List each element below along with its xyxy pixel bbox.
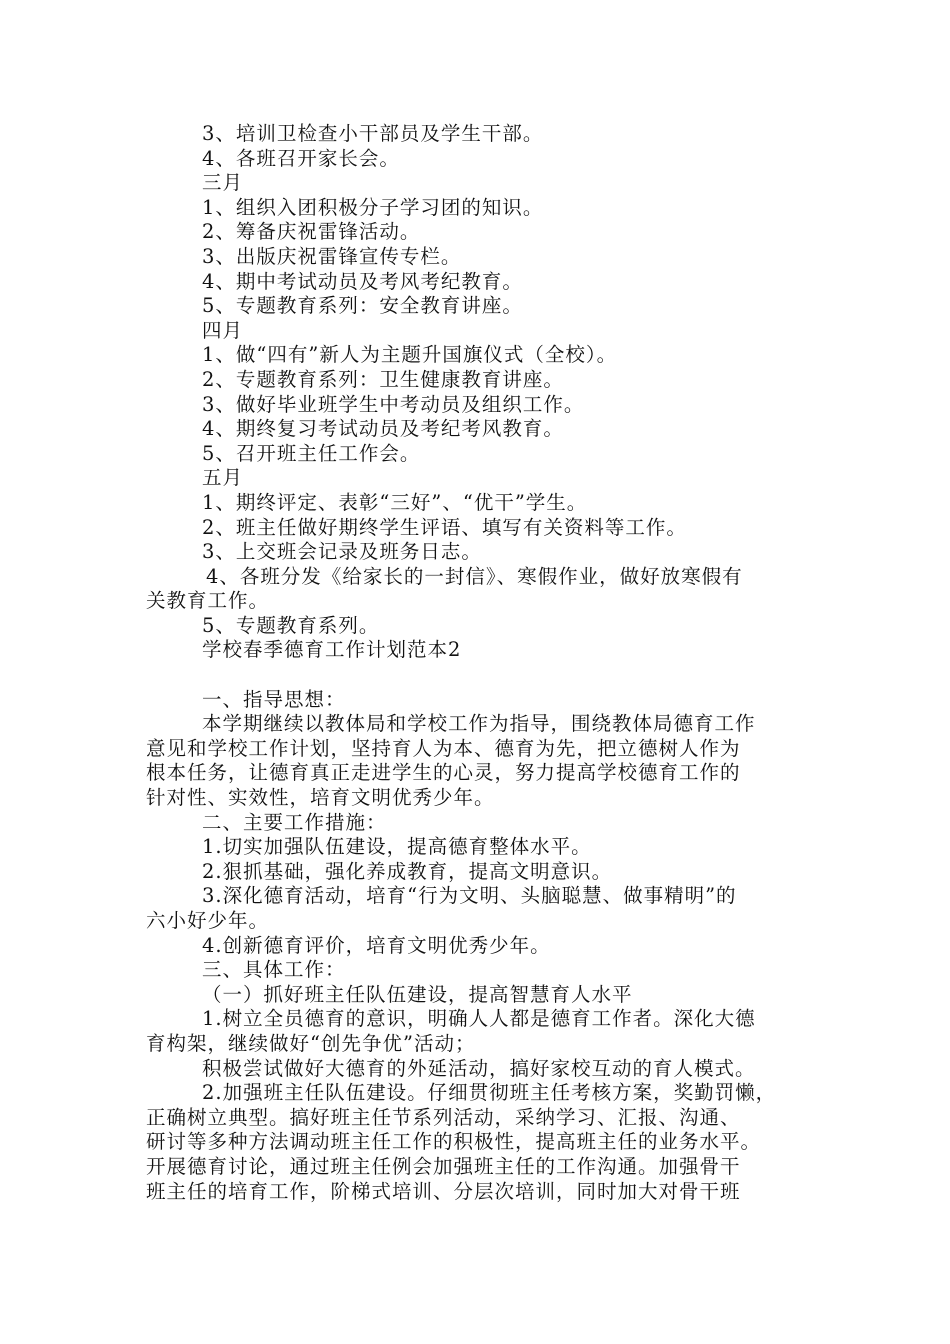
section-heading-april: 四月 <box>202 318 244 342</box>
text-line: 针对性、实效性，培育文明优秀少年。 <box>146 786 495 810</box>
text-line: 5、专题教育系列：安全教育讲座。 <box>202 294 523 318</box>
text-line: 4、期终复习考试动员及考纪考风教育。 <box>202 417 564 441</box>
text-line: 2、班主任做好期终学生评语、填写有关资料等工作。 <box>202 515 687 539</box>
text-line: 1.树立全员德育的意识，明确人人都是德育工作者。深化大德 <box>202 1007 756 1031</box>
subsection-heading: （一）抓好班主任队伍建设，提高智慧育人水平 <box>202 982 633 1006</box>
text-line: 六小好少年。 <box>146 909 270 932</box>
text-line: 3、出版庆祝雷锋宣传专栏。 <box>202 244 462 268</box>
section-heading-march: 三月 <box>202 171 244 195</box>
text-line: 2.加强班主任队伍建设。仔细贯彻班主任考核方案，奖勤罚懒， <box>202 1081 777 1105</box>
text-line: 1、做“四有”新人为主题升国旗仪式（全校）。 <box>202 343 618 367</box>
text-line: 5、专题教育系列。 <box>202 613 380 637</box>
text-line: 积极尝试做好大德育的外延活动，搞好家校互动的育人模式。 <box>202 1056 756 1080</box>
text-line: 1.切实加强队伍建设，提高德育整体水平。 <box>202 835 592 859</box>
text-line: 4、各班分发《给家长的一封信》、寒假作业，做好放寒假有 <box>206 564 743 588</box>
text-line: 2、专题教育系列：卫生健康教育讲座。 <box>202 367 564 391</box>
text-line: 1、期终评定、表彰“三好”、“优干”学生。 <box>202 490 588 514</box>
text-line: 3、培训卫检查小干部员及学生干部。 <box>202 122 544 145</box>
blank-line <box>146 663 814 688</box>
section-heading: 二、主要工作措施： <box>202 810 387 834</box>
text-line: 2.狠抓基础，强化养成教育，提高文明意识。 <box>202 859 613 883</box>
text-line: 育构架，继续做好“创先争优”活动； <box>146 1031 476 1055</box>
document-title: 学校春季德育工作计划范本2 <box>202 638 462 662</box>
text-line: 4.创新德育评价，培育文明优秀少年。 <box>202 933 551 957</box>
text-line: 4、各班召开家长会。 <box>202 146 400 170</box>
text-line: 开展德育讨论，通过班主任例会加强班主任的工作沟通。加强骨干 <box>146 1154 741 1178</box>
text-line: 意见和学校工作计划，坚持育人为本、德育为先，把立德树人作为 <box>146 736 741 760</box>
text-line: 4、期中考试动员及考风考纪教育。 <box>202 269 523 293</box>
section-heading-may: 五月 <box>202 466 244 490</box>
text-line: 正确树立典型。搞好班主任节系列活动，采纳学习、汇报、沟通、 <box>146 1105 741 1129</box>
text-line: 3.深化德育活动，培育“行为文明、头脑聪慧、做事精明”的 <box>202 884 737 908</box>
section-heading: 三、具体工作： <box>202 958 346 982</box>
text-line: 根本任务，让德育真正走进学生的心灵，努力提高学校德育工作的 <box>146 761 741 785</box>
text-line: 2、筹备庆祝雷锋活动。 <box>202 220 421 244</box>
text-line: 5、召开班主任工作会。 <box>202 441 421 465</box>
text-line: 3、做好毕业班学生中考动员及组织工作。 <box>202 392 585 416</box>
text-line: 关教育工作。 <box>146 589 270 613</box>
text-line: 研讨等多种方法调动班主任工作的积极性，提高班主任的业务水平。 <box>146 1130 762 1154</box>
text-line: 3、上交班会记录及班务日志。 <box>202 540 482 564</box>
text-line: 本学期继续以教体局和学校工作为指导，围绕教体局德育工作 <box>202 712 756 736</box>
section-heading: 一、指导思想： <box>202 687 346 711</box>
text-line: 班主任的培育工作，阶梯式培训、分层次培训，同时加大对骨干班 <box>146 1179 741 1203</box>
text-line: 1、组织入团积极分子学习团的知识。 <box>202 195 544 219</box>
document-body <box>146 122 814 1204</box>
